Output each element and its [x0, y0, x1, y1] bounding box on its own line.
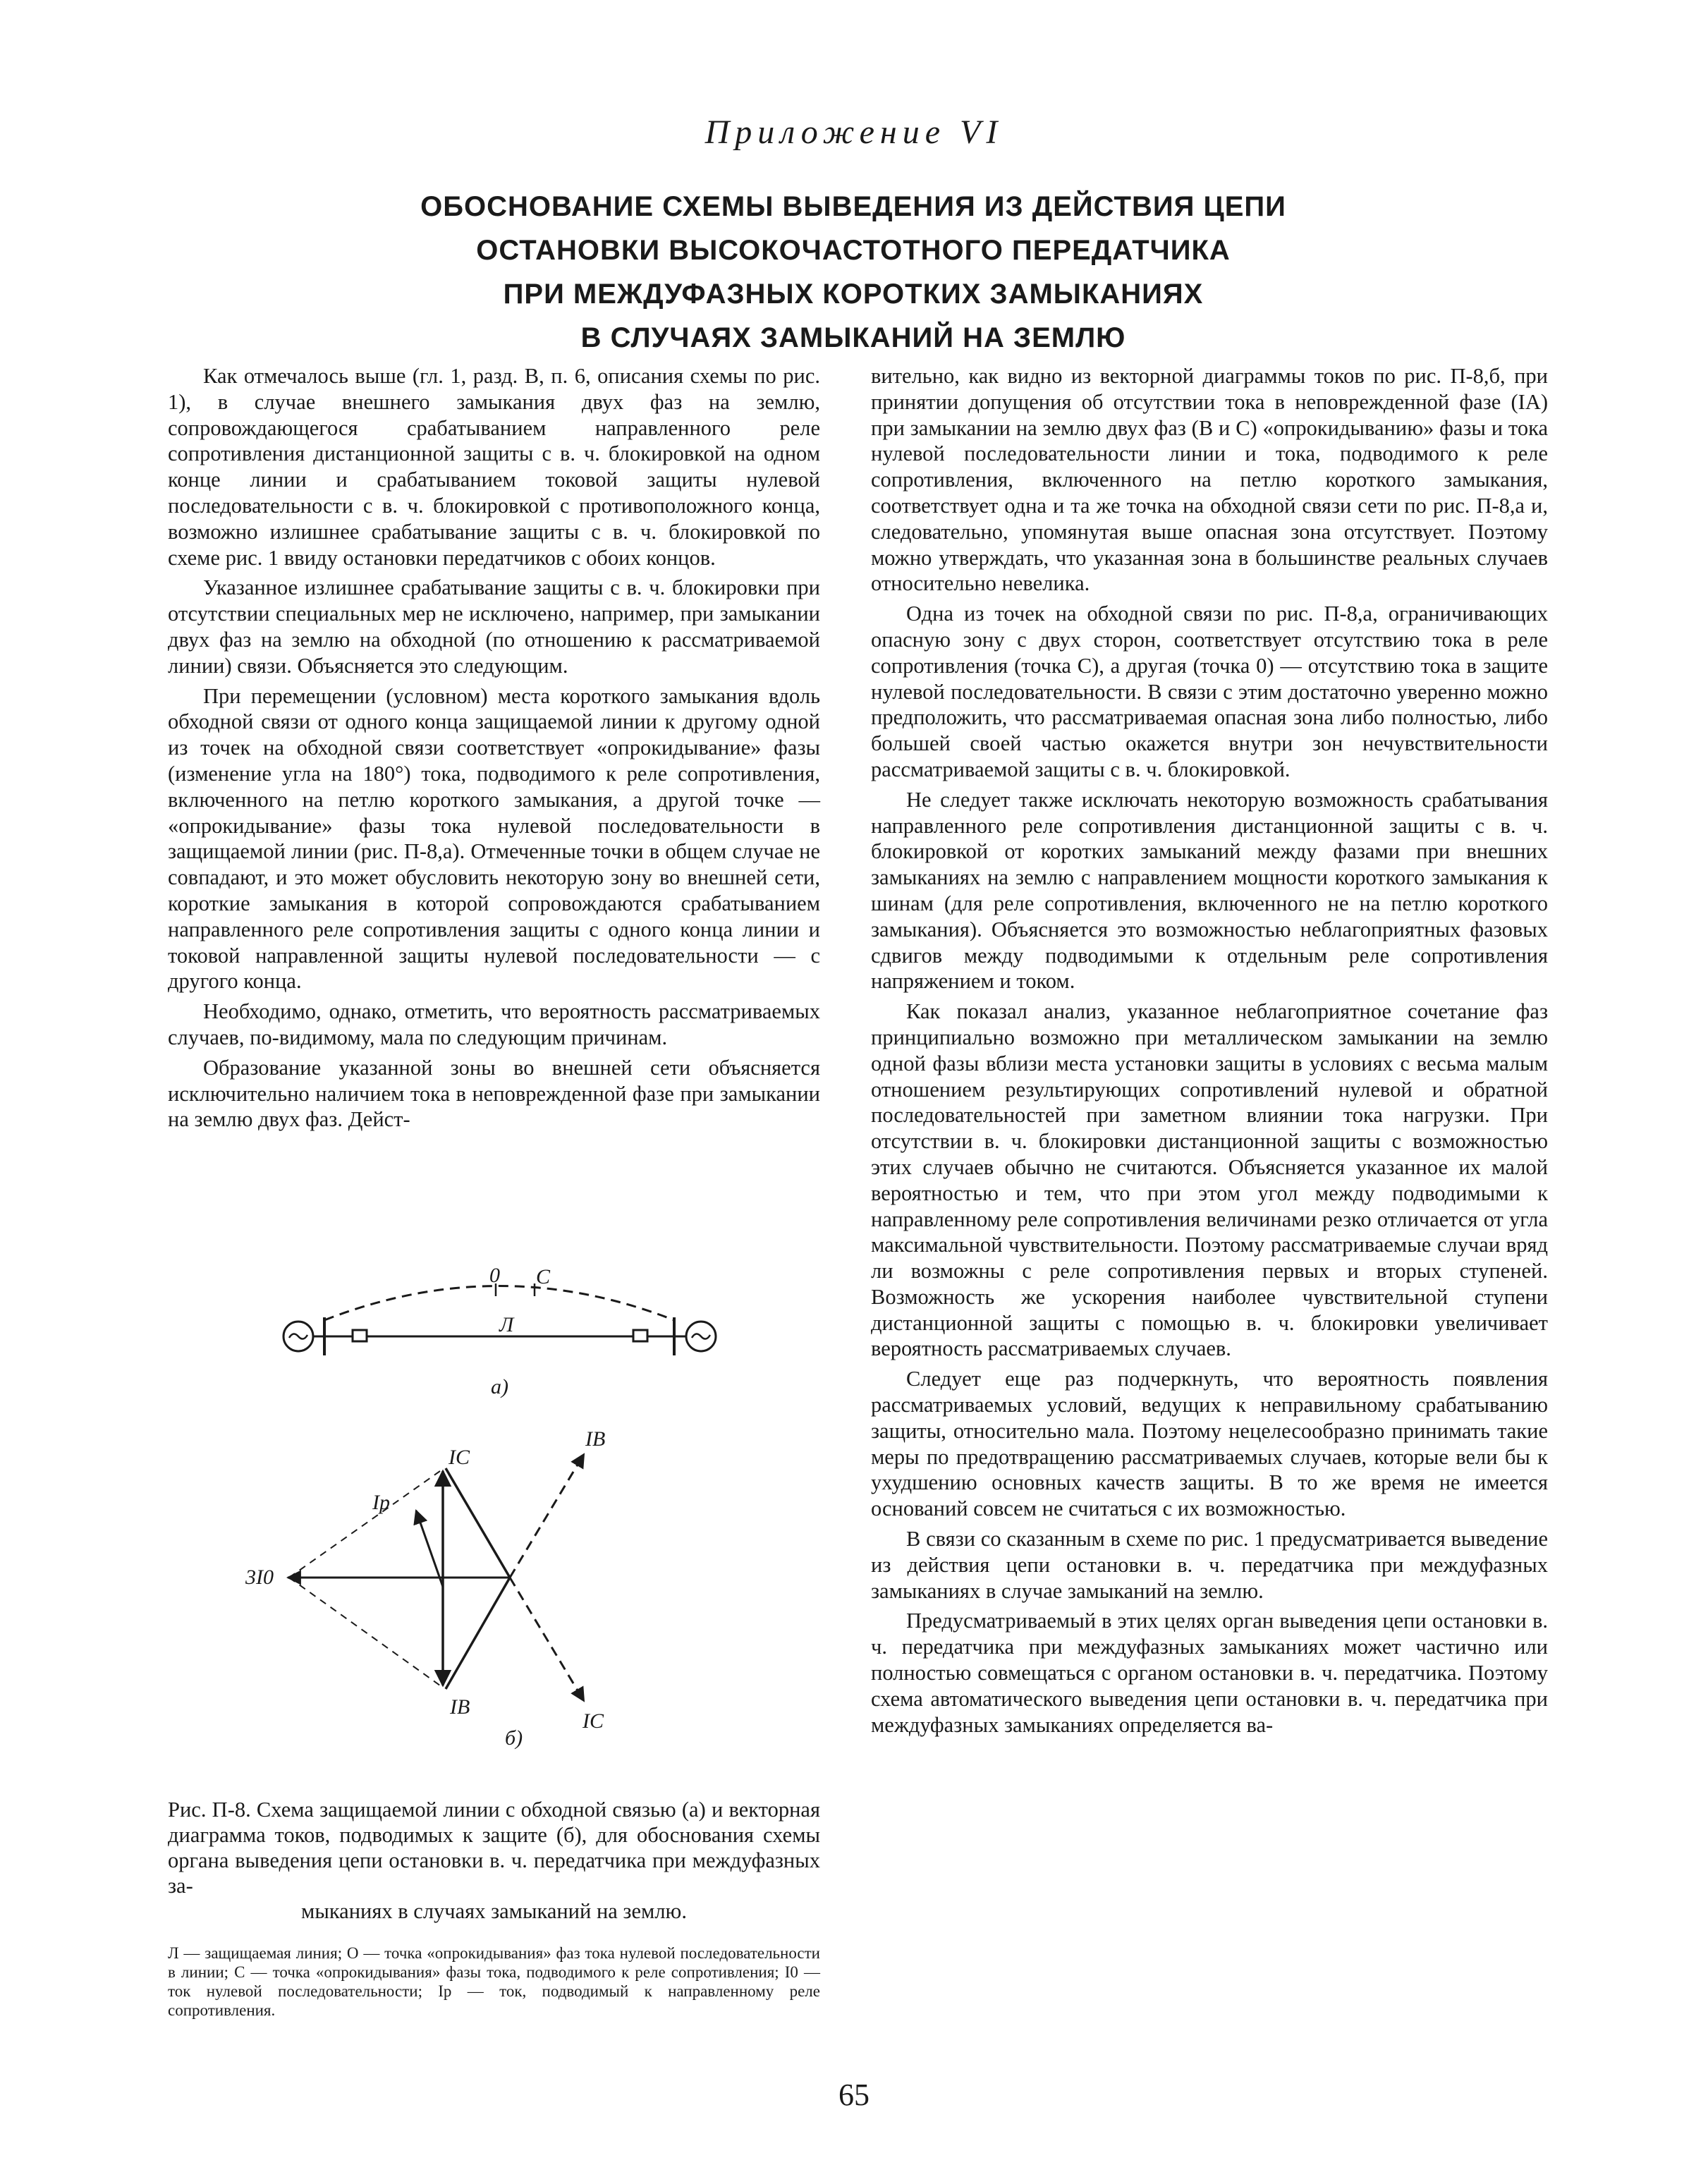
paragraph: Следует еще раз подчеркнуть, что вероятность появления рассматриваемых условий, ведущих к неправильному срабатыванию защиты, относительно мала. Поэтому нецелесообразно принимать такие меры по предотвращению рассматриваемых случаев, которые вели бы к ухудшению основных качеств защиты. В то же время не имеется оснований совсем не считаться с их возможностью.	[871, 1367, 1548, 1521]
label-ic-top: IC	[449, 1446, 470, 1469]
sine-left-icon	[289, 1334, 307, 1338]
label-ip: Iр	[372, 1491, 390, 1514]
caption-text: Рис. П-8. Схема защищаемой линии с обходной связью (а) и векторная диаграмма токов, подводимых к защите (б), для обоснования схемы органа выведения цепи остановки в. ч. передатчика при междуфазных за-	[168, 1798, 820, 1898]
appendix-heading: Приложение VI	[704, 114, 1004, 151]
paragraph: Необходимо, однако, отметить, что вероятность рассматриваемых случаев, по-видимому, мала по следующим причинам.	[168, 999, 820, 1049]
paragraph: Как отмечалось выше (гл. 1, разд. В, п. 6, описания схемы по рис. 1), в случае внешнего замыкания двух фаз на землю, сопровождающегося срабатыванием направленного реле сопротивления дистанционной защиты с в. ч. блокировкой на одном конце линии и срабатыванием токовой защиты нулевой последовательности с в. ч. блокировкой с противоположного конца, возможно излишнее срабатывание защиты с в. ч. блокировкой по схеме рис. 1 ввиду остановки передатчиков с обоих концов.	[168, 364, 820, 570]
paragraph: Не следует также исключать некоторую возможность срабатывания направленного реле сопротивления дистанционной защиты с в. ч. блокировкой от коротких замыканий между фазами при внешних замыканиях на землю с направлением мощности короткого замыкания к шинам (для реле сопротивления, включенного не на петлю короткого замыкания). Объясняется это возможностью неблагоприятных фазовых сдвигов между подводимыми к отдельным реле сопротивления напряжением и током.	[871, 787, 1548, 994]
label-ib-top: IB	[585, 1427, 606, 1451]
sine-right-icon	[692, 1334, 710, 1338]
paragraph: Как показал анализ, указанное неблагоприятное сочетание фаз принципиально возможно при металлическом замыкании на землю одной фазы вблизи места установки защиты в условиях с весьма малым отношением результирующих сопротивлений нулевой и обратной последовательностей при заметном влиянии тока нагрузки. При отсутствии в. ч. блокировки дистанционной защиты с возможностью этих случаев обычно не считаются. Объясняется указанное их малой вероятностью и тем, что при этом угол между подводимыми к направленному реле сопротивления величинами резко отличается от угла максимальной чувствительности. Поэтому рассматриваемые случаи вряд ли возможны с реле сопротивления первых и вторых ступеней. Возможность же ускорения наиболее чувствительной ступени дистанционной защиты с помощью в. ч. блокировки увеличивает вероятность рассматриваемых случаев.	[871, 999, 1548, 1361]
figure-drawing	[168, 1255, 820, 1791]
line-label: Л	[499, 1313, 514, 1336]
scheme-a-label: а)	[491, 1375, 508, 1398]
scheme-b-vector-diagram	[245, 1427, 605, 1750]
vector-ib-dashed	[510, 1454, 584, 1578]
title-line: ОБОСНОВАНИЕ СХЕМЫ ВЫВЕДЕНИЯ ИЗ ДЕЙСТВИЯ ЦЕПИ	[420, 191, 1286, 222]
side-n-ib	[446, 1578, 510, 1689]
paragraph: При перемещении (условном) места короткого замыкания вдоль обходной связи от одного конца защищаемой линии к другому одной из точек на обходной связи соответствует «опрокидывание» фазы (изменение угла на 180°) тока, подводимого к реле сопротивления, включенного на петлю короткого замыкания, а другой точке — «опрокидывание» фазы тока нулевой последовательности в защищаемой линии (рис. П-8,а). Отмеченные точки в общем случае не совпадают, и это может обусловить некоторую зону во внешней сети, короткие замыкания в которой сопровождаются срабатыванием направленного реле сопротивления защиты с одного конца линии и токовой направленной защиты нулевой последовательности — с другого конца.	[168, 683, 820, 994]
scheme-b-label: б)	[505, 1726, 523, 1750]
title-line: ПРИ МЕЖДУФАЗНЫХ КОРОТКИХ ЗАМЫКАНИЯХ	[503, 279, 1204, 310]
vector-ic-dashed	[510, 1578, 584, 1701]
figure-legend: Л — защищаемая линия; О — точка «опрокидывания» фаз тока нулевой последовательности в линии; С — точка «опрокидывания» фазы тока, подводимого к реле сопротивления; I0 — ток нулевой последовательности; Iр — ток, подводимый к направленному реле сопротивления.	[168, 1944, 820, 2019]
parallelogram-side-top	[289, 1471, 440, 1578]
scheme-a	[283, 1264, 716, 1398]
paragraph: В связи со сказанным в схеме по рис. 1 предусматривается выведение из действия цепи остановки в. ч. передатчика при междуфазных замыканиях в случае замыканий на землю.	[871, 1527, 1548, 1603]
label-3i0: 3I0	[245, 1566, 274, 1589]
page-title	[212, 185, 1495, 360]
left-column	[168, 363, 820, 1137]
point-o-label: 0	[489, 1264, 500, 1287]
paragraph: Одна из точек на обходной связи по рис. П-8,а, ограничивающих опасную зону с двух сторон, соответствует отсутствию тока в реле сопротивления (точка C), а другая (точка 0) — отсутствию тока в защите нулевой последовательности. В связи с этим достаточно уверенно можно предположить, что рассматриваемая опасная зона либо полностью, либо большей своей частью окажется внутри зон нечувствительности рассматриваемой защиты с в. ч. блокировкой.	[871, 602, 1548, 781]
parallelogram-side-bottom	[289, 1578, 440, 1685]
paragraph: вительно, как видно из векторной диаграммы токов по рис. П-8,б, при принятии допущения об отсутствии тока в неповрежденной фазе (IA) при замыкании на землю двух фаз (B и C) «опрокидыванию» фазы и тока нулевой последовательности линии и тока, подводимого к реле сопротивления, включенного на петлю короткого замыкания, соответствует одна и та же точка на обходной связи сети по рис. П-8,а и, следовательно, упомянутая выше опасная зона отсутствует. Поэтому можно утверждать, что указанная зона в большинстве реальных случаев относительно невелика.	[871, 364, 1548, 596]
label-ib-bottom: IB	[450, 1695, 470, 1719]
breaker-left	[353, 1330, 367, 1341]
right-column	[871, 363, 1548, 1742]
label-ic-bottom: IC	[582, 1709, 604, 1733]
paragraph: Образование указанной зоны во внешней сети объясняется исключительно наличием тока в неповрежденной фазе при замыкании на землю двух фаз. Дейст-	[168, 1055, 820, 1132]
vector-ip	[416, 1511, 443, 1587]
caption-text-last: мыканиях в случаях замыканий на землю.	[301, 1899, 687, 1923]
paragraph: Указанное излишнее срабатывание защиты с в. ч. блокировки при отсутствии специальных мер не исключено, например, при замыкании двух фаз на землю на обходной (по отношению к рассматриваемой линии) связи. Объясняется это следующим.	[168, 575, 820, 678]
title-line: В СЛУЧАЯХ ЗАМЫКАНИЙ НА ЗЕМЛЮ	[580, 322, 1126, 353]
paragraph: Предусматриваемый в этих целях орган выведения цепи остановки в. ч. передатчика при междуфазных замыканиях может частично или полностью совмещаться с органом остановки в. ч. передатчика. Поэтому схема автоматического выведения цепи остановки в. ч. передатчика при междуфазных замыканиях определяется ва-	[871, 1609, 1548, 1737]
figure-p8	[168, 1255, 820, 2052]
breaker-right	[633, 1330, 647, 1341]
page-number: 65	[838, 2078, 870, 2112]
figure-caption	[168, 1797, 820, 1924]
side-ic-n	[446, 1468, 510, 1578]
point-c-label: C	[536, 1265, 551, 1288]
title-line: ОСТАНОВКИ ВЫСОКОЧАСТОТНОГО ПЕРЕДАТЧИКА	[476, 235, 1231, 266]
